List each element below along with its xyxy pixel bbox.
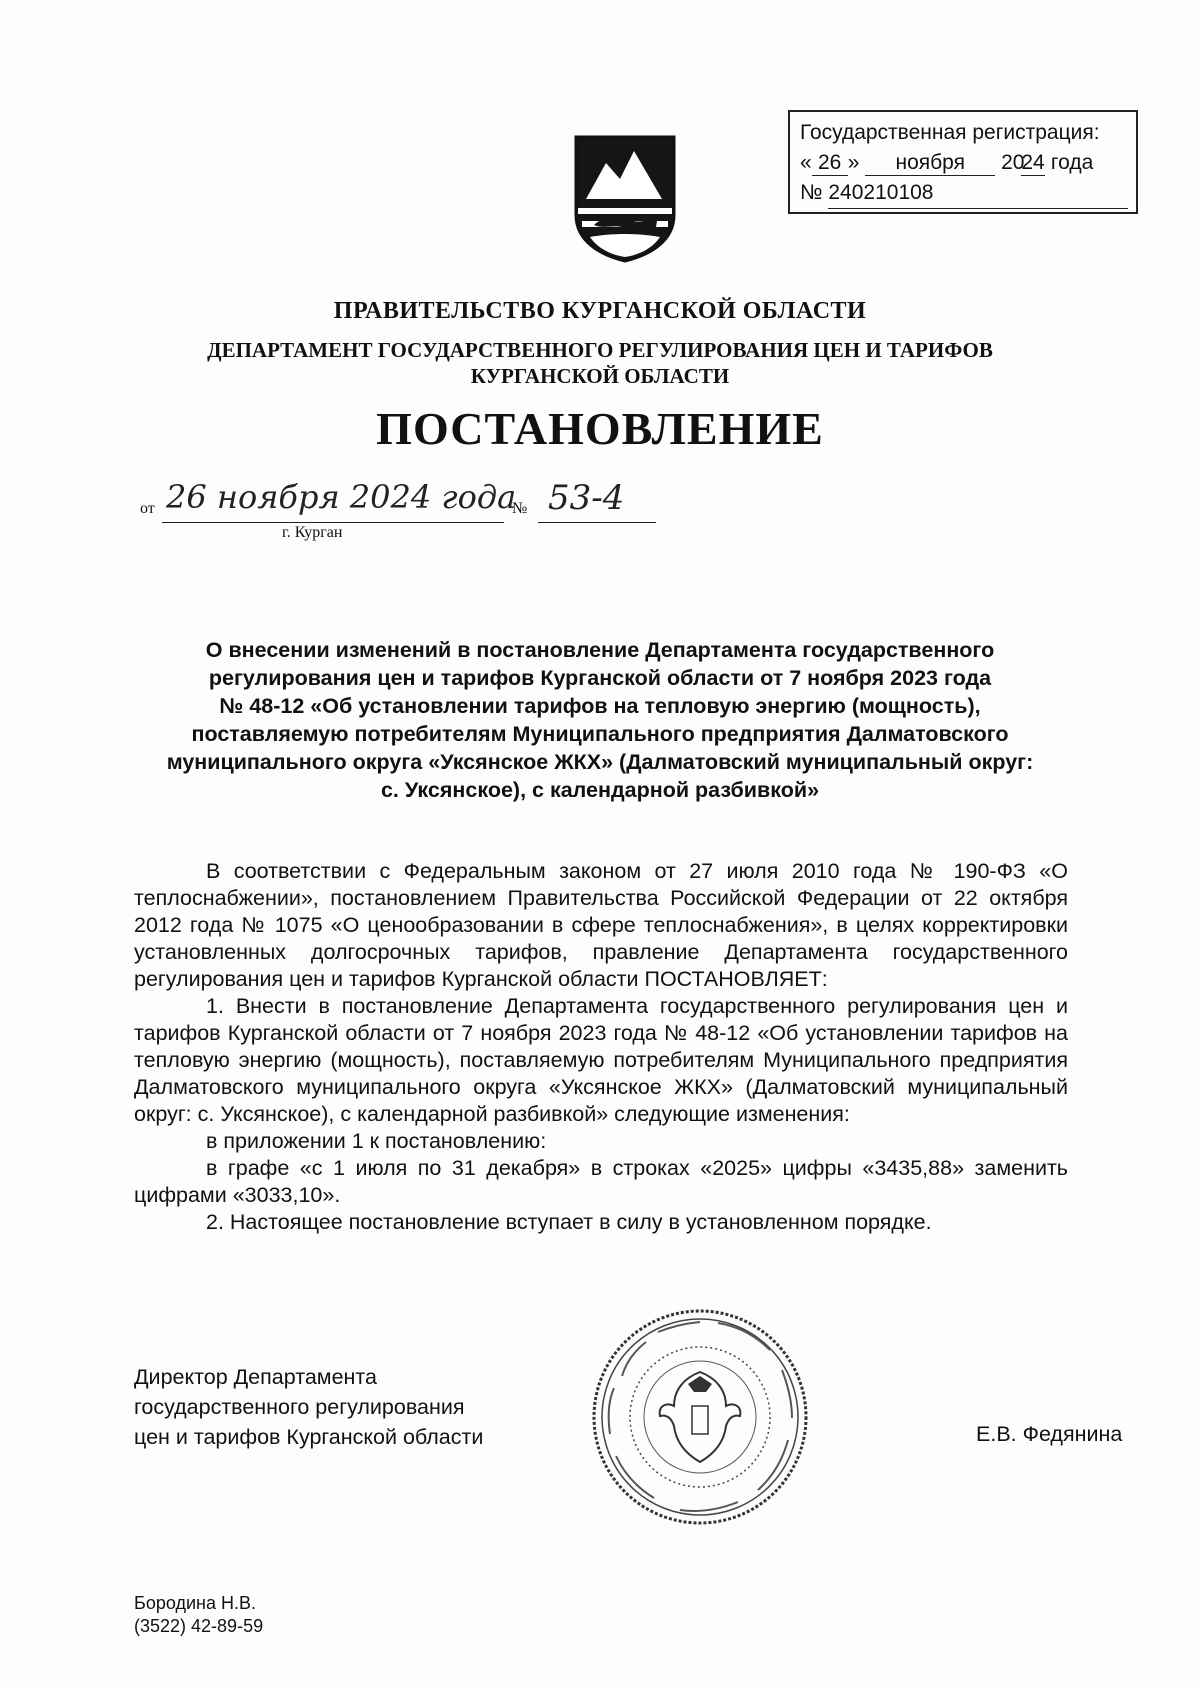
document-title: О внесении изменений в постановление Департамента государственного регулирования цен и тарифов Курганской области от 7 ноября 2023 года № 48-12 «Об установлении тарифов на тепловую энергию (мощность), поставляемую потребителям Муниципального предприятия Далматовского муниципального округа «Уксянское ЖКХ» (Далматовский муниципальный округ: с. Уксянское), с календарной разбивкой» [166,638,1034,802]
document-type: ПОСТАНОВЛЕНИЕ [376,403,824,454]
number-underline [538,522,656,523]
executor-info [134,1592,263,1638]
body-paragraph: 2. Настоящее постановление вступает в силу в установленном порядке. [206,1210,932,1234]
executor-name: Бородина Н.В. [134,1593,256,1613]
department-name: ДЕПАРТАМЕНТ ГОСУДАРСТВЕННОГО РЕГУЛИРОВАНИЯ ЦЕН И ТАРИФОВ КУРГАНСКОЙ ОБЛАСТИ [207,338,993,388]
document-body [134,858,1068,1236]
registration-number: 240210108 [828,178,1128,209]
signatory-title: Директор Департамента государственного регулирования цен и тарифов Курганской области [134,1365,484,1449]
city: г. Курган [282,524,343,541]
government-name: ПРАВИТЕЛЬСТВО КУРГАНСКОЙ ОБЛАСТИ [333,298,867,324]
body-paragraph: в графе «с 1 июля по 31 декабря» в строках «2025» цифры «3435,88» заменить цифрами «3033,10». [134,1156,1068,1207]
registration-title: Государственная регистрация: [800,121,1100,144]
registration-number-row: № 240210108 [800,178,1126,209]
date-underline [162,522,504,523]
registration-year: 24 [1021,151,1045,174]
executor-phone: (3522) 42-89-59 [134,1616,264,1636]
registration-day: 26 [812,151,848,176]
body-paragraph: в приложении 1 к постановлению: [206,1129,547,1153]
body-paragraph: 1. Внести в постановление Департамента государственного регулирования цен и тарифов Курганской области от 7 ноября 2023 года № 48-12 «Об установлении тарифов на тепловую энергию (мощность), поставляемую потребителям Муниципального предприятия Далматовского муниципального округа «Уксянское ЖКХ» (Далматовский муниципальный округ: с. Уксянское), с календарной разбивкой» следующие изменения: [134,994,1068,1126]
date-line: от 26 ноября 2024 года № 53-4 г. Курган [140,478,660,538]
kurgan-coat-of-arms-icon [572,133,678,263]
body-paragraph: В соответствии с Федеральным законом от 27 июля 2010 года № 190-ФЗ «О теплоснабжении», постановлением Правительства Российской Федерации от 22 октября 2012 года № 1075 «О ценообразовании в сфере теплоснабжения», в целях корректировки установленных долгосрочных тарифов, правление Департамента государственного регулирования цен и тарифов Курганской области ПОСТАНОВЛЯЕТ: [134,859,1068,991]
handwritten-date: 26 ноября 2024 года [166,478,517,516]
official-round-seal-icon [588,1306,812,1528]
handwritten-number: 53-4 [548,478,625,518]
signatory-name: Е.В. Федянина [976,1422,1123,1446]
registration-date: « 26 » ноября 2024 года [800,151,1094,174]
registration-month: ноября [865,151,995,176]
registration-stamp [788,110,1138,214]
